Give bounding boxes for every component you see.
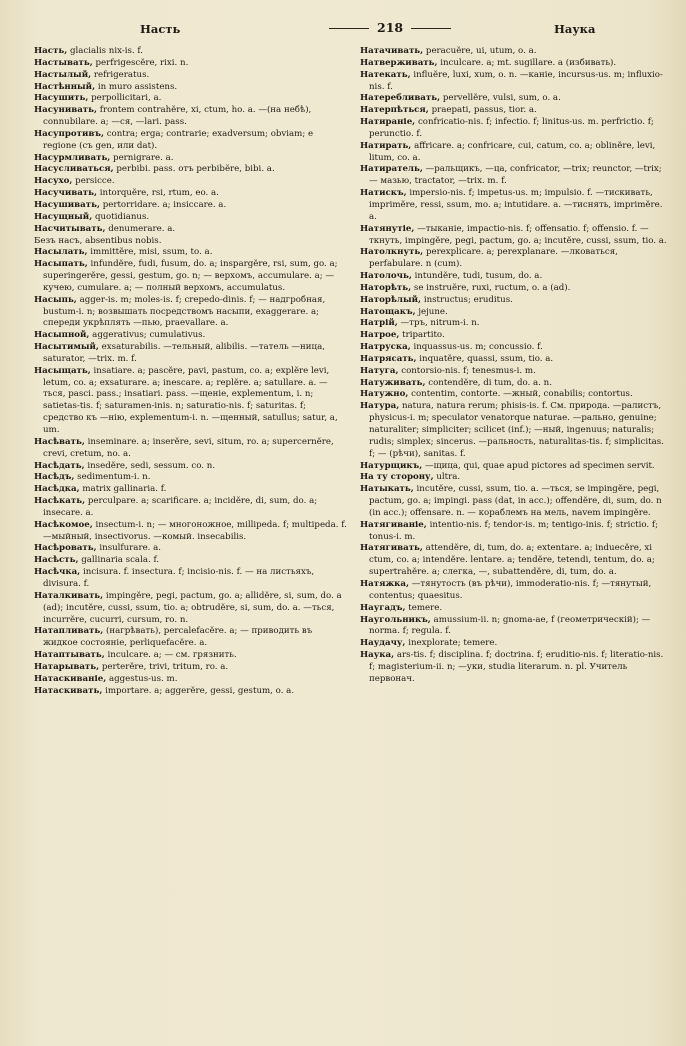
dictionary-entry	[34, 626, 348, 650]
dictionary-entry	[360, 543, 672, 579]
entry-definition: intundĕre, tudi, tusum, do. a.	[414, 271, 543, 282]
entry-definition: insectum-i. n; — многоножное, millipeda. f; multipeda. f. —мыйный, insectivorus. —комый. insecabilis.	[43, 519, 347, 542]
dictionary-entry	[34, 295, 348, 331]
dictionary-entry	[34, 342, 348, 366]
dictionary-entry	[34, 129, 348, 153]
entry-definition: —тыканіе, impactio-nis. f; offensatio. f; offensio. f. —ткнуть, impingĕre, pegi, pactum, go. a; incutĕre, cussi, ssum, tio. a.	[369, 223, 667, 246]
dictionary-entry	[34, 484, 348, 496]
entry-headword: Насыпной,	[34, 330, 90, 341]
entry-definition: amussium-ii. n; gnoma-ae, f (геометрическій); — norma. f; regula. f.	[369, 614, 651, 637]
entry-definition: insulfurare. a.	[99, 543, 162, 554]
dictionary-entry	[34, 330, 348, 342]
entry-headword: На ту сторону,	[360, 472, 434, 483]
entry-headword: Насыпать,	[34, 259, 88, 270]
entry-definition: temere.	[408, 602, 443, 613]
entry-definition: contra; erga; contrarie; exadversum; obviam; e regione (съ gen, или dat).	[43, 128, 314, 151]
entry-definition: importare. a; aggerĕre, gessi, gestum, o. a.	[105, 685, 295, 696]
dictionary-entry	[34, 366, 348, 437]
entry-headword: Натиратель,	[360, 164, 423, 175]
dictionary-entry	[360, 105, 672, 117]
dictionary-entry	[34, 46, 348, 58]
dictionary-entry	[34, 224, 348, 236]
entry-definition: impingĕre, pegi, pactum, go. a; allidĕre, si, sum, do. a (ad); incutĕre, cussi, ssum, tio. a; obtrudĕre, si, sum, do. a. —ться, incurrĕre, cucurri, cursum, ro. n.	[43, 590, 342, 625]
dictionary-entry	[360, 141, 672, 165]
dictionary-entry	[34, 674, 348, 686]
dictionary-entry	[34, 662, 348, 674]
entry-definition: attendĕre, di, tum, do. a; extentare. a; induecĕre, xi ctum, co. a; intendĕre. lentare. a; tendĕre, tetendi, tentum, do. a; supertrahĕre. a; слегка, —, subattendĕre, di, tum, do. a.	[369, 543, 655, 578]
entry-headword: Натруска,	[360, 342, 411, 353]
dictionary-entry	[360, 354, 672, 366]
entry-headword: Насунивать,	[34, 105, 98, 116]
entry-definition: —ральщикъ, —ца, confricator, —trix; reunctor, —trix; — мазью, tractator, —trix. m. f.	[369, 164, 662, 187]
entry-definition: aggestus-us. m.	[108, 673, 178, 684]
dictionary-entry	[34, 591, 348, 627]
dictionary-entry	[34, 437, 348, 461]
entry-definition: Безъ насъ, absentibus nobis.	[34, 235, 162, 246]
entry-definition: infundĕre, fudi, fusum, do. a; inspargĕre, rsi, sum, go. a; superingerĕre, gessi, gestum, go. n; — верхомъ, accumulare. a; — кучею, cumulare. a; — полный верхомъ, accumulatus.	[43, 259, 338, 293]
entry-headword: Насусливаться,	[34, 164, 114, 175]
entry-headword: Наталкивать,	[34, 590, 104, 601]
dictionary-entry	[360, 283, 672, 295]
dictionary-entry	[360, 224, 672, 248]
entry-definition: pernigrare. a.	[113, 152, 174, 163]
dictionary-entry	[34, 650, 348, 662]
entry-definition: insatiare. a; pascĕre, pavi, pastum, co. a; explĕre levi, letum, co. a; exsaturare. a; inescare. a; replĕre. a; satullare. a. —ться, pasci. pass.; insatiari. pass. —щеніе, explementum, i. n; satietas-tis. f; saturamen-inis. n; saturatio-nis. f; saturitas. f; средство къ —нію, explementum-i. n. —щенный, satullus; satur, a, um.	[43, 365, 338, 435]
dictionary-entry	[34, 93, 348, 105]
entry-headword: Натягивать,	[360, 543, 423, 554]
entry-headword: Наугольникъ,	[360, 614, 431, 625]
entry-headword: Насыщать,	[34, 365, 91, 376]
entry-headword: Насущный,	[34, 211, 93, 222]
entry-headword: Насытимый,	[34, 342, 99, 353]
entry-definition: jejune.	[418, 306, 448, 317]
entry-headword: Насѣкать,	[34, 496, 86, 507]
dictionary-entry	[34, 236, 348, 248]
entry-definition: natura, natura rerum; phisis-is. f. См. природа. —ралистъ, physicus-i. m; speculator venatorque naturae. —рально, genuine; naturaliter; simpliciter; scilicet (inf.); —ный, ingenuus; naturalis; rudis; simplex; sincerus. —ральность, naturalitas-tis. f; simplicitas. f; — (рѣчи), sanitas. f.	[369, 401, 664, 459]
entry-definition: gallinaria scala. f.	[81, 555, 160, 566]
dictionary-entry	[360, 378, 672, 390]
entry-definition: peracuĕre, ui, utum, o. a.	[425, 46, 537, 56]
entry-headword: Натурщикъ,	[360, 460, 423, 471]
dictionary-entry	[34, 520, 348, 544]
right-column	[360, 46, 672, 686]
entry-definition: sedimentum-i. n.	[77, 472, 151, 483]
entry-definition: —тянутость (въ рѣчи), immoderatio-nis. f; —тянутый, contentus; quaesitus.	[369, 578, 652, 601]
entry-definition: contendĕre, di tum, do. a. n.	[428, 377, 552, 388]
entry-definition: perterĕre, trivi, tritum, ro. a.	[101, 661, 229, 672]
entry-headword: Наука,	[360, 650, 395, 661]
dictionary-entry	[360, 330, 672, 342]
entry-definition: inseminare. a; inserĕre, sevi, situm, ro. a; supercernĕre, crevi, cretum, no. a.	[43, 436, 334, 459]
entry-headword: Натекать,	[360, 69, 411, 80]
entry-definition: in muro assistens.	[97, 81, 178, 92]
entry-definition: impersio-nis. f; impetus-us. m; impulsio. f. —тискивать, imprimĕre, ressi, ssum, mo. a; intutidare. a. —тиснять, imprimĕre. a.	[369, 188, 663, 222]
dictionary-entry	[360, 389, 672, 401]
entry-headword: Натура,	[360, 401, 400, 412]
dictionary-entry	[360, 93, 672, 105]
dictionary-entry	[360, 520, 672, 544]
entry-headword: Натуживать,	[360, 377, 426, 388]
entry-headword: Натощакъ,	[360, 306, 416, 317]
entry-headword: Натаскиваніе,	[34, 673, 107, 684]
entry-headword: Насѣчка,	[34, 567, 81, 578]
entry-headword: Насыпь,	[34, 294, 77, 305]
entry-headword: Насушить,	[34, 93, 89, 104]
entry-headword: Натирать,	[360, 140, 412, 151]
entry-definition: —тръ, nitrum-i. n.	[400, 318, 480, 329]
entry-definition: ars-tis. f; disciplina. f; doctrina. f; eruditio-nis. f; literatio-nis. f; magisterium-ii. n; —уки, studia literarum. n. pl. Учитель первонач.	[369, 650, 664, 684]
dictionary-entry	[360, 579, 672, 603]
entry-headword: Насѣровать,	[34, 543, 97, 554]
dictionary-entry	[360, 615, 672, 639]
dictionary-entry	[360, 295, 672, 307]
dictionary-entry	[34, 153, 348, 165]
entry-headword: Натапливать,	[34, 626, 104, 637]
entry-headword: Натираніе,	[360, 117, 416, 128]
dictionary-entry	[360, 366, 672, 378]
entry-headword: Натрій,	[360, 318, 398, 329]
dictionary-entry	[360, 271, 672, 283]
entry-headword: Натеребливать,	[360, 93, 441, 104]
entry-headword: Наторѣть,	[360, 282, 412, 293]
entry-definition: perexplicare. a; perexplanare. —лковаться, perfabulare. n (cum).	[369, 247, 618, 270]
dictionary-entry	[360, 650, 672, 686]
entry-headword: Насушивать,	[34, 199, 100, 210]
entry-headword: Натолочь,	[360, 271, 412, 282]
entry-definition: praepati, passus, tior. a.	[431, 105, 537, 116]
entry-definition: exsaturabilis. —тельный, alibilis. —татель —ница, saturator, —trix. m. f.	[43, 342, 325, 364]
dictionary-entry	[34, 259, 348, 295]
entry-headword: Насѣвать,	[34, 436, 85, 447]
dictionary-entry	[360, 188, 672, 224]
dictionary-entry	[34, 461, 348, 473]
entry-headword: Насѣдать,	[34, 460, 85, 471]
dictionary-entry	[360, 70, 672, 94]
entry-definition: immittĕre, misi, ssum, to. a.	[90, 247, 213, 258]
entry-headword: Натрое,	[360, 330, 400, 341]
entry-definition: perfrigescĕre, rixi. n.	[95, 57, 189, 68]
entry-headword: Натыкать,	[360, 484, 414, 495]
entry-headword: Насѣсть,	[34, 555, 79, 566]
entry-headword: Насѣкомое,	[34, 519, 93, 530]
dictionary-entry	[360, 58, 672, 70]
entry-definition: intorquĕre, rsi, rtum, eo. a.	[99, 188, 219, 199]
entry-headword: Натягиваніе,	[360, 519, 427, 530]
page-header	[34, 18, 666, 40]
entry-headword: Насухо,	[34, 176, 73, 187]
entry-headword: Натаскивать,	[34, 685, 103, 696]
entry-definition: insedĕre, sedi, sessum. co. n.	[87, 460, 216, 471]
dictionary-entry	[360, 46, 672, 58]
entry-definition: pertorridare. a; insiccare. a.	[102, 199, 227, 210]
dictionary-entry	[360, 164, 672, 188]
entry-definition: (нагрѣвать), percalefacĕre. a; — приводить въ жидкое состояніе, perliquefacĕre. a.	[43, 626, 313, 649]
entry-definition: affricare. a; confricare, cui, catum, co. a; oblinĕre, levi, litum, co. a.	[369, 140, 656, 163]
entry-definition: aggerativus; cumulativus.	[92, 330, 206, 341]
entry-headword: Натерпѣться,	[360, 105, 429, 116]
entry-headword: Насѣдка,	[34, 484, 80, 495]
entry-definition: matrix gallinaria. f.	[82, 484, 167, 495]
entry-headword: Настѣнный,	[34, 81, 96, 92]
entry-definition: —щица, qui, quae apud pictores ad specimen servit.	[424, 460, 655, 471]
entry-headword: Наугадъ,	[360, 602, 406, 613]
entry-definition: intentio-nis. f; tendor-is. m; tentigo-inis. f; strictio. f; tonus-i. m.	[369, 519, 659, 542]
dictionary-entry	[34, 555, 348, 567]
entry-headword: Натяжка,	[360, 578, 409, 589]
dictionary-entry	[34, 176, 348, 188]
entry-definition: incisura. f. insectura. f; incisio-nis. f. — на листьяхъ, divisura. f.	[43, 567, 315, 589]
entry-headword: Насурмливать,	[34, 152, 111, 163]
dictionary-entry	[34, 686, 348, 698]
entry-headword: Натрясать,	[360, 353, 417, 364]
entry-headword: Насчитывать,	[34, 223, 106, 234]
header-right-guide-word: Наука	[554, 22, 596, 36]
dictionary-entry	[34, 496, 348, 520]
entry-definition: inexplorate; temere.	[408, 638, 498, 649]
entry-definition: pervellĕre, vulsi, sum, o. a.	[442, 93, 561, 104]
left-column	[34, 46, 348, 697]
entry-definition: perpollicitari, a.	[91, 93, 162, 104]
entry-definition: inquatĕre, quassi, ssum, tio. a.	[419, 353, 554, 364]
dictionary-entry	[360, 117, 672, 141]
entry-headword: Наудачу,	[360, 638, 406, 649]
entry-headword: Насть,	[34, 46, 68, 56]
dictionary-entry	[360, 472, 672, 484]
entry-headword: Натуга,	[360, 365, 399, 376]
entry-headword: Насѣдъ,	[34, 472, 75, 483]
dictionary-entry	[34, 247, 348, 259]
entry-headword: Натянутіе,	[360, 223, 415, 234]
entry-headword: Натверживать,	[360, 57, 438, 68]
entry-definition: inculcare. a; — см. грязнить.	[107, 650, 237, 661]
entry-headword: Настылый,	[34, 69, 92, 80]
dictionary-entry	[34, 543, 348, 555]
entry-headword: Натачивать,	[360, 46, 424, 56]
dictionary-entry	[360, 638, 672, 650]
entry-definition: perbibi. pass. отъ perbibĕre, bibi. a.	[116, 164, 275, 175]
dictionary-entry	[360, 484, 672, 520]
dictionary-entry	[360, 342, 672, 354]
entry-headword: Натужно,	[360, 389, 409, 400]
entry-definition: glacialis nix-is. f.	[69, 46, 144, 56]
entry-definition: quotidianus.	[94, 211, 150, 222]
entry-definition: se instruĕre, ruxi, ructum, o. a (ad).	[413, 282, 571, 293]
dictionary-entry	[360, 461, 672, 473]
dictionary-entry	[360, 603, 672, 615]
entry-definition: ultra.	[436, 472, 461, 483]
entry-headword: Натаптывать,	[34, 650, 105, 661]
entry-definition: denumerare. a.	[108, 223, 176, 234]
entry-definition: inquassus-us. m; concussio. f.	[413, 342, 543, 353]
entry-definition: agger-is. m; moles-is. f; crepedo-dinis. f; — надгробная, bustum-i. n; возвышать посредствомъ насыпи, exaggerare. a; спереди укрѣплять —пью, praevallare. a.	[43, 294, 326, 329]
entry-definition: incutĕre, cussi, ssum, tio. a. —ться, se impingĕre, pegi, pactum, go. a; impingi. pass (dat, in acc.); offendĕre, di, sum, do. n (in acc.); offensare. n. — кораблемъ на мель, navem impingĕre.	[369, 484, 662, 518]
dictionary-entry	[34, 70, 348, 82]
dictionary-entry	[360, 247, 672, 271]
entry-headword: Натискъ,	[360, 188, 407, 199]
dictionary-entry	[34, 472, 348, 484]
entry-headword: Настывать,	[34, 57, 93, 68]
entry-definition: contorsio-nis. f; tenesmus-i. m.	[401, 365, 536, 376]
dictionary-entry	[360, 307, 672, 319]
dictionary-entry	[360, 318, 672, 330]
dictionary-entry	[360, 401, 672, 460]
entry-headword: Насылать,	[34, 247, 88, 258]
entry-definition: frontem contrahĕre, xi, ctum, ho. a. —(на небѣ), connubilare. a; —ся, —lari. pass.	[43, 105, 312, 128]
dictionary-entry	[34, 212, 348, 224]
entry-definition: refrigeratus.	[93, 69, 150, 80]
dictionary-entry	[34, 567, 348, 591]
entry-definition: perculpare. a; scarificare. a; incidĕre, di, sum, do. a; insecare. a.	[43, 496, 318, 518]
entry-definition: confricatio-nis. f; infectio. f; linitus-us. m. perfrictio. f; perunctio. f.	[369, 117, 654, 139]
dictionary-entry	[34, 200, 348, 212]
entry-headword: Натарывать,	[34, 661, 100, 672]
entry-definition: tripartito.	[402, 330, 445, 341]
entry-headword: Натолкнуть,	[360, 247, 424, 258]
entry-definition: influĕre, luxi, xum, o. n. —каніе, incursus-us. m; influxio-nis. f.	[369, 69, 663, 92]
entry-definition: contentim, contorte. —жный, conabilis; contortus.	[411, 389, 633, 400]
entry-headword: Насучивать,	[34, 188, 98, 199]
entry-headword: Насупротивъ,	[34, 128, 104, 139]
dictionary-entry	[34, 188, 348, 200]
header-left-guide-word: Насть	[140, 22, 181, 36]
page-number: 218	[321, 20, 459, 35]
dictionary-entry	[34, 82, 348, 94]
dictionary-entry	[34, 105, 348, 129]
entry-definition: instructus; eruditus.	[423, 294, 513, 305]
dictionary-entry	[34, 164, 348, 176]
entry-definition: inculcare. a; mt. sugillare. a (избивать).	[440, 57, 617, 68]
dictionary-entry	[34, 58, 348, 70]
entry-headword: Наторѣлый,	[360, 294, 422, 305]
entry-definition: persicce.	[75, 176, 115, 187]
